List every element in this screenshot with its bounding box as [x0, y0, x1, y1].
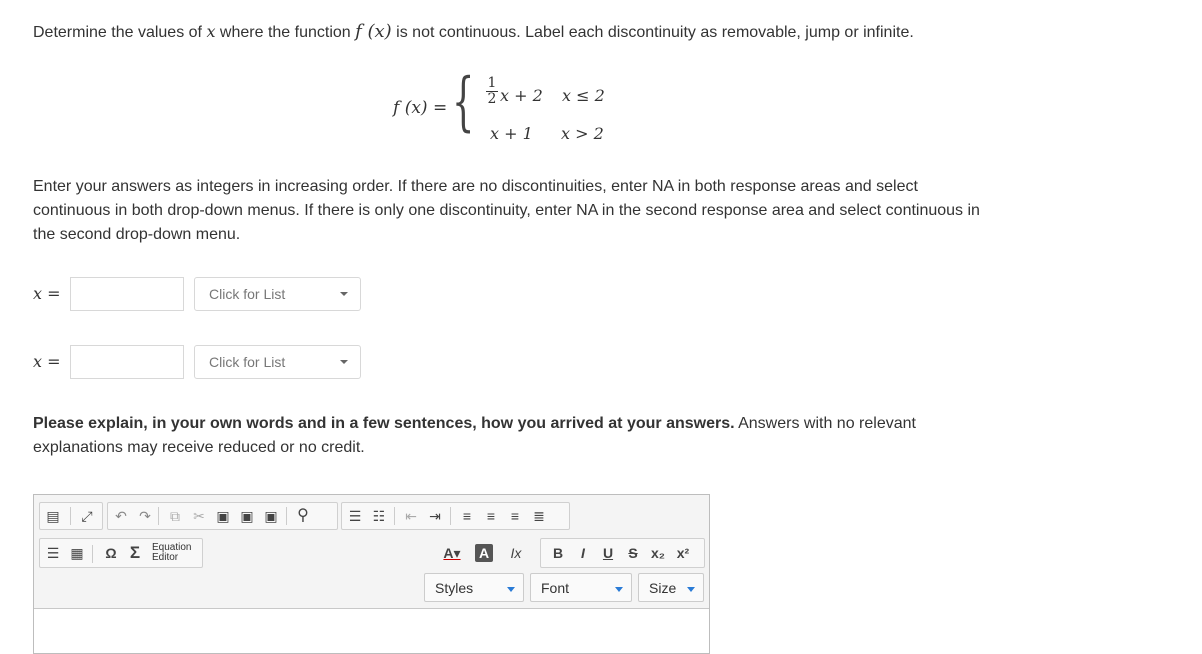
frac-1-2: 1 2	[487, 75, 497, 107]
source-icon[interactable]: ▤	[46, 508, 60, 524]
caret-down-icon	[507, 587, 515, 592]
caret-down-icon	[687, 587, 695, 592]
toolbar-group-view	[39, 502, 103, 530]
align-justify-icon[interactable]: ≣	[533, 508, 545, 524]
redo-icon[interactable]: ↷	[139, 508, 151, 524]
remove-format-icon[interactable]: Ix	[510, 545, 522, 561]
toolbar-group-color	[434, 538, 534, 568]
styles-dropdown[interactable]: Styles	[424, 573, 524, 602]
question-text: Determine the values of x where the function f (x) is not continuous. Label each discontinuity as removable, jump or infinite.	[33, 21, 914, 42]
case2-cond: x > 2	[561, 124, 604, 143]
sigma-icon[interactable]: Σ	[129, 543, 141, 562]
indent-icon[interactable]: ⇥	[429, 508, 441, 524]
paste-word-icon[interactable]: ▣	[264, 508, 278, 524]
undo-icon[interactable]: ↶	[115, 508, 127, 524]
toolbar-group-format	[540, 538, 705, 568]
editor-toolbar	[34, 495, 709, 609]
numbered-list-icon[interactable]: ☰	[348, 508, 362, 524]
paste-text-icon[interactable]: ▣	[240, 508, 254, 524]
italic-icon[interactable]: I	[581, 545, 585, 561]
toolbar-group-paragraph	[341, 502, 570, 530]
cut-icon[interactable]: ✂	[193, 508, 205, 524]
horizontal-rule-icon[interactable]: ☰	[46, 545, 60, 561]
copy-icon[interactable]: ⧉	[170, 508, 180, 524]
outdent-icon[interactable]: ⇤	[405, 508, 417, 524]
align-center-icon[interactable]: ≡	[486, 508, 496, 524]
toolbar-group-edit	[107, 502, 338, 530]
editor-content-area[interactable]	[34, 609, 709, 653]
rich-text-editor	[33, 494, 710, 654]
strikethrough-icon[interactable]: S	[628, 545, 638, 561]
case2-expr: x + 1	[490, 124, 533, 143]
search-icon[interactable]: ⚲	[297, 507, 309, 524]
font-dropdown[interactable]: Font	[530, 573, 632, 602]
explain-prompt: Please explain, in your own words and in a few sentences, how you arrived at your answers. Answers with no relevant explanations may receive reduced or no credit.	[33, 415, 916, 456]
dropdown-label: Click for List	[209, 286, 286, 302]
superscript-icon[interactable]: x²	[676, 545, 690, 561]
subscript-icon[interactable]: x₂	[650, 545, 665, 561]
underline-icon[interactable]: U	[602, 545, 614, 561]
caret-down-icon	[615, 587, 623, 592]
answer-1-dropdown[interactable]	[194, 277, 361, 311]
answer-1-input[interactable]	[70, 277, 184, 311]
answer-2-label: x =	[33, 352, 61, 371]
toolbar-group-insert	[39, 538, 203, 568]
piecewise-lhs: f (x) =	[393, 98, 448, 118]
case1-cond: x ≤ 2	[562, 86, 605, 105]
size-dropdown[interactable]: Size	[638, 573, 704, 602]
table-icon[interactable]: ▦	[70, 545, 84, 561]
align-right-icon[interactable]: ≡	[510, 508, 520, 524]
maximize-icon[interactable]: ⤢	[81, 508, 93, 524]
instructions: Enter your answers as integers in increasing order. If there are no discontinuities, enter NA in both response areas and select continuous in both drop-down menus. If there is only one discontinuity, enter NA in the second response area and select continuous in the second drop-down menu.	[33, 178, 980, 243]
caret-down-icon	[340, 292, 348, 296]
answer-2-dropdown[interactable]	[194, 345, 361, 379]
brace: {	[452, 65, 475, 139]
paste-icon[interactable]: ▣	[216, 508, 230, 524]
dropdown-label: Click for List	[209, 354, 286, 370]
equation-editor-button[interactable]: Equation Editor	[152, 542, 192, 563]
bg-color-icon[interactable]: A	[475, 544, 493, 562]
omega-icon[interactable]: Ω	[105, 545, 117, 561]
answer-2-input[interactable]	[70, 345, 184, 379]
caret-down-icon	[340, 360, 348, 364]
bullet-list-icon[interactable]: ☷	[372, 508, 386, 524]
case1-expr: x + 2	[500, 86, 543, 105]
bold-icon[interactable]: B	[552, 545, 564, 561]
align-left-icon[interactable]: ≡	[462, 508, 472, 524]
answer-1-label: x =	[33, 284, 61, 303]
text-color-icon[interactable]: A▾	[443, 545, 461, 561]
